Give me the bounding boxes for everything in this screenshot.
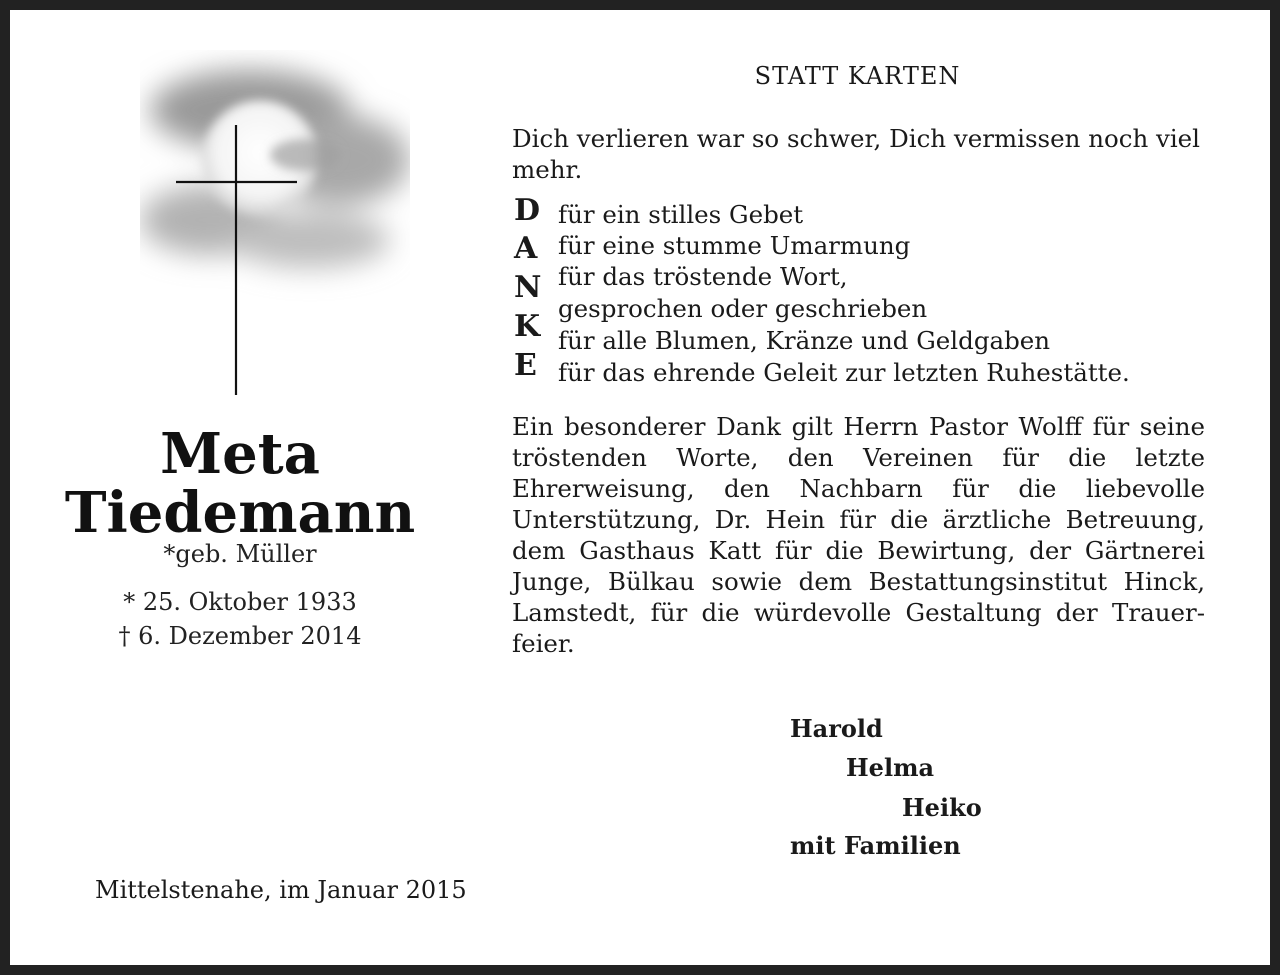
place-and-date: Mittelstenahe, im Januar 2015 bbox=[95, 876, 467, 904]
deceased-first-name: Meta bbox=[160, 421, 320, 487]
signature-harold: Harold bbox=[790, 714, 883, 743]
danke-letter-a: A bbox=[514, 231, 538, 266]
danke-line: für das tröstende Wort, bbox=[558, 262, 848, 291]
danke-letter-d: D bbox=[514, 193, 541, 228]
intro-verse: Dich verlieren war so schwer, Dich vermissen noch viel mehr. bbox=[512, 124, 1201, 184]
signature-helma: Helma bbox=[846, 753, 935, 782]
danke-line: für ein stilles Gebet bbox=[558, 200, 804, 229]
danke-letter-e: E bbox=[514, 348, 537, 383]
danke-line: für das ehrende Geleit zur letzten Ruhestätte. bbox=[558, 358, 1130, 387]
danke-letter-k: K bbox=[514, 309, 541, 344]
danke-line: für eine stumme Umarmung bbox=[558, 231, 911, 260]
maiden-name: *geb. Müller bbox=[163, 540, 317, 568]
death-date: † 6. Dezember 2014 bbox=[118, 622, 362, 650]
signature-families: mit Familien bbox=[790, 831, 961, 860]
thanks-paragraph: Ein besonderer Dank gilt Herrn Pastor Wolff für seine tröstenden Worte, den Vereinen für die letzte Ehrerweisung, den Nachbarn für die liebevolle Unterstützung, Dr. Hein für die ärztliche Betreuung, dem Gasthaus Katt für die Bewirtung, der Gärtnerei Junge, Bülkau sowie dem Bestattungsinstitut Hinck, Lamstedt, für die würdevolle Gestaltung der Trauer-feier. bbox=[512, 412, 1205, 658]
danke-line: gesprochen oder geschrieben bbox=[558, 294, 928, 323]
cross-moon-illustration bbox=[140, 50, 410, 400]
birth-date: * 25. Oktober 1933 bbox=[123, 588, 357, 616]
signature-heiko: Heiko bbox=[902, 793, 982, 822]
notice-header: STATT KARTEN bbox=[754, 62, 961, 90]
danke-line: für alle Blumen, Kränze und Geldgaben bbox=[558, 326, 1051, 355]
deceased-last-name: Tiedemann bbox=[64, 480, 416, 546]
danke-letter-n: N bbox=[514, 270, 542, 305]
